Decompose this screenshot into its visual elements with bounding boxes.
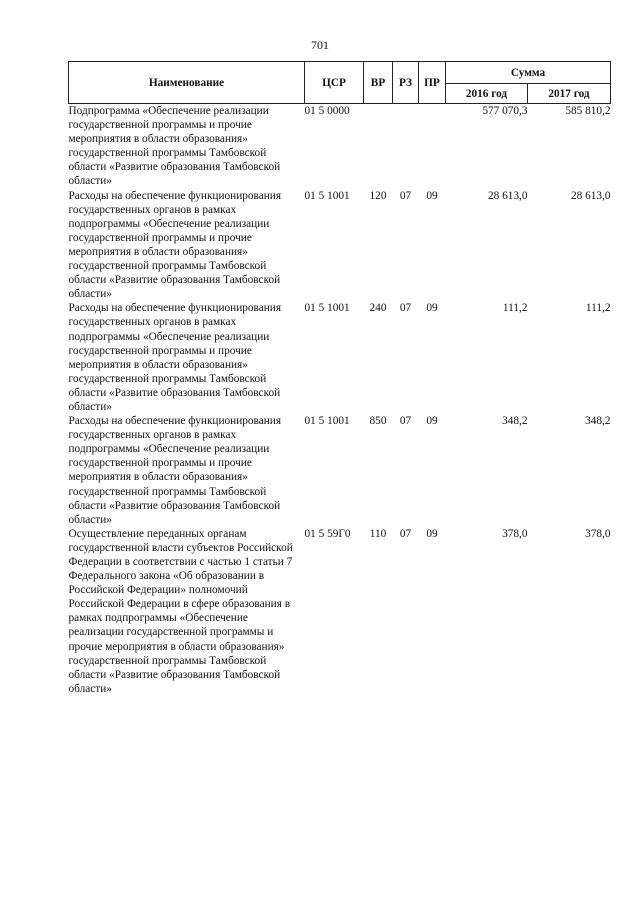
row-pr: 09 — [426, 302, 438, 315]
budget-table — [68, 61, 611, 696]
row-sum-2017: 111,2 — [585, 302, 611, 315]
header-pr: ПР — [419, 62, 446, 104]
row-csr: 01 5 1001 — [304, 302, 350, 315]
row-sum-2017: 585 810,2 — [565, 105, 611, 117]
header-csr: ЦСР — [305, 62, 364, 104]
header-year-2016: 2016 год — [446, 84, 528, 104]
row-sum-2016: 111,2 — [502, 302, 528, 315]
header-rz: РЗ — [393, 62, 419, 104]
row-vr: 120 — [369, 189, 387, 202]
row-vr: 110 — [369, 527, 387, 540]
row-pr: 09 — [426, 189, 438, 202]
row-name: Подпрограмма «Обеспечение реализации государственной программы и прочие мероприятия в области образования» государственной программы Тамбовской области «Развитие образования Тамбовской области» — [68, 105, 281, 188]
row-csr: 01 5 1001 — [304, 189, 350, 202]
row-sum-2016: 577 070,3 — [482, 105, 528, 117]
table-row — [69, 527, 611, 696]
row-name: Расходы на обеспечение функционирования государственных органов в рамках подпрограммы «Обеспечение реализации государственной программы и прочие мероприятия в области образования» государственной программы Тамбовской области «Развитие образования Тамбовской области» — [68, 415, 282, 526]
header-sum: Сумма — [446, 62, 611, 84]
row-sum-2017: 378,0 — [585, 527, 611, 540]
table-row — [69, 301, 611, 414]
row-rz: 07 — [399, 302, 412, 315]
header-vr: ВР — [364, 62, 393, 104]
row-pr: 09 — [426, 527, 438, 540]
row-name: Расходы на обеспечение функционирования государственных органов в рамках подпрограммы «Обеспечение реализации государственной программы и прочие мероприятия в области образования» государственной программы Тамбовской области «Развитие образования Тамбовской области» — [68, 302, 282, 413]
row-vr — [364, 104, 393, 189]
row-rz: 07 — [399, 415, 412, 428]
header-name: Наименование — [69, 62, 305, 104]
row-rz: 07 — [399, 189, 412, 202]
row-sum-2017: 28 613,0 — [570, 189, 611, 202]
row-vr: 240 — [369, 302, 387, 315]
row-vr: 850 — [369, 415, 387, 428]
row-pr — [419, 104, 446, 189]
row-sum-2016: 348,2 — [502, 415, 528, 428]
header-year-2017: 2017 год — [528, 84, 611, 104]
row-csr: 01 5 0000 — [304, 105, 350, 117]
row-name: Осуществление переданных органам государственной власти субъектов Российской Федерации в соответствии с частью 1 статьи 7 Федерального закона «Об образовании в Российской Федерации» полномочий Российской Федерации в сфере образования в рамках подпрограммы «Обеспечение реализации государственной программы и прочие мероприятия в области образования» государственной программы Тамбовской области «Развитие образования Тамбовской области» — [68, 527, 293, 695]
table-row — [69, 414, 611, 527]
page-number: 701 — [311, 38, 329, 52]
row-sum-2016: 28 613,0 — [487, 189, 528, 202]
row-name: Расходы на обеспечение функционирования государственных органов в рамках подпрограммы «Обеспечение реализации государственной программы и прочие мероприятия в области образования» государственной программы Тамбовской области «Развитие образования Тамбовской области» — [68, 189, 282, 301]
row-pr: 09 — [426, 415, 438, 428]
row-sum-2016: 378,0 — [502, 527, 528, 540]
table-row — [69, 189, 611, 302]
row-rz — [393, 104, 419, 189]
row-sum-2017: 348,2 — [585, 415, 611, 428]
row-csr: 01 5 1001 — [304, 415, 350, 428]
table-row — [69, 104, 611, 189]
row-rz: 07 — [399, 527, 412, 540]
row-csr: 01 5 59Г0 — [304, 527, 351, 540]
